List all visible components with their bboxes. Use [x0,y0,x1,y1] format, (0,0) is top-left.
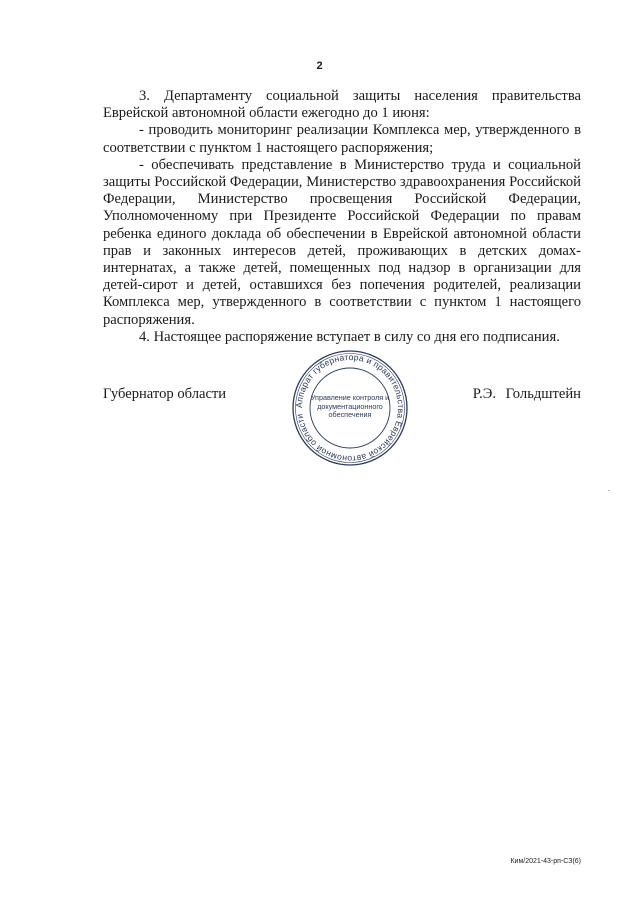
official-stamp [290,348,410,468]
paragraph-monitoring: - проводить мониторинг реализации Комплекса мер, утвержденного в соответствии с пунктом 1 настоящего распоряжения; [103,122,581,156]
document-registration-code: Ким/2021-43-рп-СЗ(6) [510,858,581,865]
signatory-name: Р.Э. Гольдштейн [472,386,581,402]
page-number: 2 [316,60,323,72]
paragraph-report: - обеспечивать представление в Министерство труда и социальной защиты Российской Федерации, Министерство здравоохранения Российской Федерации, Министерство просвещения Российской Федерации, Уполномоченному при Президенте Российской Федерации по правам ребенка единого доклада об обеспечении в Еврейской автономной области прав и законных интересов детей, проживающих в детских домах-интернатах, а также детей, помещенных под надзор в организации для детей-сирот и детей, оставшихся без попечения родителей, реализации Комплекса мер, утвержденного в соответствии с пунктом 1 настоящего распоряжения. [103,156,581,328]
signatory-title: Губернатор области [103,386,227,402]
scan-speck [608,490,610,491]
paragraph-item-4: 4. Настоящее распоряжение вступает в силу со дня его подписания. [139,328,560,345]
document-body [103,88,581,346]
stamp-ring-text: Аппарат губернатора и правительства Еврейской автономной области [293,351,407,465]
stamp-inner-text: Управление контроля и документационного обеспечения [310,393,390,420]
paragraph-item-3: 3. Департаменту социальной защиты населения правительства Еврейской автономной области ежегодно до 1 июня: [103,88,581,122]
